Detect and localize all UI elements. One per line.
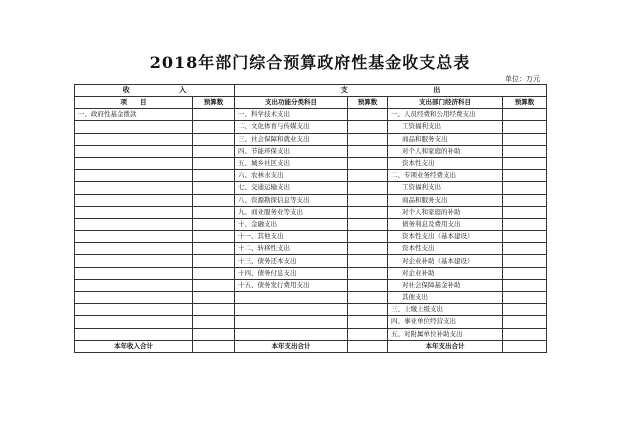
function-budget-cell bbox=[348, 157, 388, 169]
income-item-cell bbox=[75, 182, 193, 194]
function-budget-cell bbox=[348, 182, 388, 194]
function-budget-cell bbox=[348, 133, 388, 145]
table-row bbox=[75, 267, 547, 279]
function-budget-cell bbox=[348, 267, 388, 279]
income-item-cell bbox=[75, 121, 193, 133]
economic-item-cell: 商品和服务支出 bbox=[388, 133, 503, 145]
economic-item-cell: 对企业补助 bbox=[388, 267, 503, 279]
table-row bbox=[75, 218, 547, 230]
economic-item-cell: 对个人和家庭的补助 bbox=[388, 206, 503, 218]
table-row bbox=[75, 279, 547, 291]
col-header-function-budget: 预算数 bbox=[348, 97, 388, 109]
function-item-cell: 六、农林水支出 bbox=[235, 170, 348, 182]
income-budget-cell bbox=[193, 316, 235, 328]
economic-item-cell: 资本性支出（基本建设） bbox=[388, 231, 503, 243]
income-item-cell bbox=[75, 304, 193, 316]
economic-item-cell: 工资福利支出 bbox=[388, 182, 503, 194]
income-item-cell bbox=[75, 243, 193, 255]
income-budget-cell bbox=[193, 304, 235, 316]
function-item-cell: 四、节能环保支出 bbox=[235, 145, 348, 157]
economic-budget-cell bbox=[503, 243, 547, 255]
expense-char-2: 出 bbox=[433, 86, 441, 94]
function-budget-cell bbox=[348, 243, 388, 255]
function-budget-cell bbox=[348, 304, 388, 316]
income-item-cell: 一、政府性基金拨款 bbox=[75, 109, 193, 121]
function-budget-cell bbox=[348, 206, 388, 218]
income-budget-cell bbox=[193, 121, 235, 133]
economic-budget-cell bbox=[503, 145, 547, 157]
function-budget-cell bbox=[348, 255, 388, 267]
function-budget-cell bbox=[348, 316, 388, 328]
function-item-cell bbox=[235, 328, 348, 340]
economic-item-cell: 商品和服务支出 bbox=[388, 194, 503, 206]
income-budget-cell bbox=[193, 292, 235, 304]
function-budget-cell bbox=[348, 279, 388, 291]
income-item-cell bbox=[75, 170, 193, 182]
table-row bbox=[75, 231, 547, 243]
economic-item-cell: 五、对附属单位补助支出 bbox=[388, 328, 503, 340]
income-item-cell bbox=[75, 194, 193, 206]
function-item-cell: 七、交通运输支出 bbox=[235, 182, 348, 194]
economic-item-cell: 债务利息及费用支出 bbox=[388, 218, 503, 230]
economic-budget-cell bbox=[503, 304, 547, 316]
economic-budget-cell bbox=[503, 206, 547, 218]
economic-item-cell: 工资福利支出 bbox=[388, 121, 503, 133]
table-row bbox=[75, 182, 547, 194]
expense-char-1: 支 bbox=[340, 86, 348, 94]
economic-budget-cell bbox=[503, 292, 547, 304]
section-band-row bbox=[75, 85, 547, 97]
income-section-header bbox=[75, 85, 235, 97]
table-row bbox=[75, 292, 547, 304]
function-item-cell: 九、商业服务业等支出 bbox=[235, 206, 348, 218]
economic-budget-cell bbox=[503, 194, 547, 206]
income-item-cell bbox=[75, 157, 193, 169]
table-row bbox=[75, 121, 547, 133]
income-item-cell bbox=[75, 316, 193, 328]
economic-budget-cell bbox=[503, 109, 547, 121]
function-budget-cell bbox=[348, 145, 388, 157]
economic-budget-cell bbox=[503, 218, 547, 230]
function-item-cell: 二、文化体育与传媒支出 bbox=[235, 121, 348, 133]
economic-item-cell: 一、人员经费和公用经费支出 bbox=[388, 109, 503, 121]
totals-row bbox=[75, 340, 547, 352]
economic-item-cell: 对个人和家庭的补助 bbox=[388, 145, 503, 157]
income-budget-cell bbox=[193, 255, 235, 267]
economic-budget-cell bbox=[503, 255, 547, 267]
unit-label: 单位：万元 bbox=[505, 75, 540, 83]
table-row bbox=[75, 243, 547, 255]
economic-item-cell: 三、上缴上级支出 bbox=[388, 304, 503, 316]
function-item-cell bbox=[235, 292, 348, 304]
function-item-cell: 十二、转移性支出 bbox=[235, 243, 348, 255]
income-budget-cell bbox=[193, 218, 235, 230]
income-item-cell bbox=[75, 267, 193, 279]
col-header-item: 项 目 bbox=[75, 97, 193, 109]
economic-budget-cell bbox=[503, 121, 547, 133]
income-budget-cell bbox=[193, 182, 235, 194]
economic-item-cell: 二、专项业务经费支出 bbox=[388, 170, 503, 182]
economic-budget-cell bbox=[503, 157, 547, 169]
income-budget-cell bbox=[193, 157, 235, 169]
income-item-cell bbox=[75, 279, 193, 291]
table-row bbox=[75, 194, 547, 206]
column-header-row bbox=[75, 97, 547, 109]
income-item-cell bbox=[75, 218, 193, 230]
function-budget-cell bbox=[348, 218, 388, 230]
income-item-cell bbox=[75, 231, 193, 243]
income-budget-cell bbox=[193, 267, 235, 279]
economic-budget-cell bbox=[503, 328, 547, 340]
income-budget-cell bbox=[193, 194, 235, 206]
function-budget-cell bbox=[348, 194, 388, 206]
economic-total-value bbox=[503, 340, 547, 352]
economic-item-cell: 资本性支出 bbox=[388, 243, 503, 255]
function-budget-cell bbox=[348, 292, 388, 304]
income-budget-cell bbox=[193, 328, 235, 340]
economic-item-cell: 资本性支出 bbox=[388, 157, 503, 169]
economic-item-cell: 对社会保障基金补助 bbox=[388, 279, 503, 291]
income-budget-cell bbox=[193, 243, 235, 255]
table-row bbox=[75, 157, 547, 169]
economic-budget-cell bbox=[503, 231, 547, 243]
income-total-value bbox=[193, 340, 235, 352]
table-row bbox=[75, 145, 547, 157]
economic-budget-cell bbox=[503, 170, 547, 182]
economic-item-cell: 四、事业单位经营支出 bbox=[388, 316, 503, 328]
function-item-cell bbox=[235, 304, 348, 316]
col-header-economic-budget: 预算数 bbox=[503, 97, 547, 109]
income-budget-cell bbox=[193, 206, 235, 218]
function-item-cell: 八、资源勘探信息等支出 bbox=[235, 194, 348, 206]
budget-table bbox=[74, 84, 547, 353]
table-row bbox=[75, 170, 547, 182]
table-row bbox=[75, 109, 547, 121]
income-char-2: 入 bbox=[179, 86, 187, 94]
col-header-income-budget: 预算数 bbox=[193, 97, 235, 109]
economic-budget-cell bbox=[503, 267, 547, 279]
income-budget-cell bbox=[193, 109, 235, 121]
economic-total-label: 本年支出合计 bbox=[388, 340, 503, 352]
economic-budget-cell bbox=[503, 182, 547, 194]
function-budget-cell bbox=[348, 121, 388, 133]
income-budget-cell bbox=[193, 279, 235, 291]
economic-item-cell: 其他支出 bbox=[388, 292, 503, 304]
income-item-cell bbox=[75, 133, 193, 145]
income-item-cell bbox=[75, 255, 193, 267]
function-item-cell: 十五、债务发行费用支出 bbox=[235, 279, 348, 291]
table-row bbox=[75, 133, 547, 145]
income-budget-cell bbox=[193, 231, 235, 243]
function-budget-cell bbox=[348, 328, 388, 340]
function-budget-cell bbox=[348, 170, 388, 182]
function-item-cell: 十三、债务还本支出 bbox=[235, 255, 348, 267]
page-title: 2018年部门综合预算政府性基金收支总表 bbox=[149, 53, 471, 72]
income-budget-cell bbox=[193, 170, 235, 182]
function-item-cell: 一、科学技术支出 bbox=[235, 109, 348, 121]
table-row bbox=[75, 328, 547, 340]
function-item-cell bbox=[235, 316, 348, 328]
income-total-label: 本年收入合计 bbox=[75, 340, 193, 352]
function-budget-cell bbox=[348, 109, 388, 121]
income-budget-cell bbox=[193, 133, 235, 145]
col-header-economic: 支出部门经济科目 bbox=[388, 97, 503, 109]
function-budget-cell bbox=[348, 231, 388, 243]
economic-item-cell: 对企业补助（基本建设） bbox=[388, 255, 503, 267]
expense-section-header bbox=[235, 85, 547, 97]
function-total-value bbox=[348, 340, 388, 352]
function-item-cell: 十一、其他支出 bbox=[235, 231, 348, 243]
table-row bbox=[75, 206, 547, 218]
income-item-cell bbox=[75, 145, 193, 157]
table-row bbox=[75, 255, 547, 267]
function-total-label: 本年支出合计 bbox=[235, 340, 348, 352]
income-item-cell bbox=[75, 292, 193, 304]
income-char-1: 收 bbox=[122, 86, 130, 94]
income-item-cell bbox=[75, 206, 193, 218]
income-budget-cell bbox=[193, 145, 235, 157]
col-header-function: 支出功能分类科目 bbox=[235, 97, 348, 109]
function-item-cell: 三、社会保障和就业支出 bbox=[235, 133, 348, 145]
function-item-cell: 十四、债务付息支出 bbox=[235, 267, 348, 279]
economic-budget-cell bbox=[503, 133, 547, 145]
income-item-cell bbox=[75, 328, 193, 340]
economic-budget-cell bbox=[503, 316, 547, 328]
table-row bbox=[75, 316, 547, 328]
table-row bbox=[75, 304, 547, 316]
function-item-cell: 十、金融支出 bbox=[235, 218, 348, 230]
economic-budget-cell bbox=[503, 279, 547, 291]
function-item-cell: 五、城乡社区支出 bbox=[235, 157, 348, 169]
